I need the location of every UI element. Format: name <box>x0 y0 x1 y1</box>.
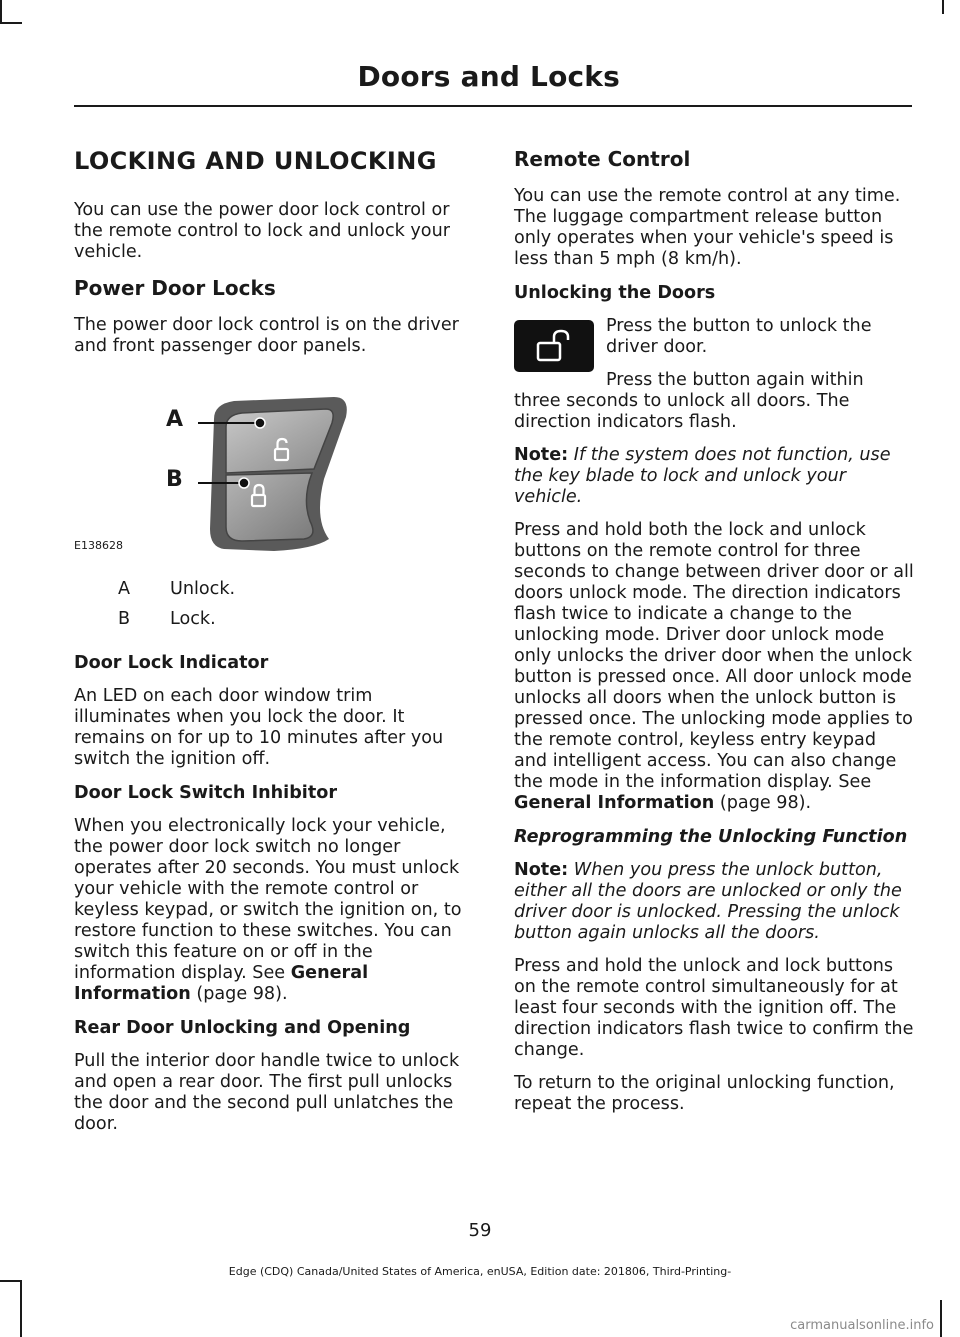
unlock-mode-text <box>514 520 914 814</box>
crop-mark <box>0 22 22 24</box>
reprogram-text-1: Press and hold the unlock and lock buttons on the remote control simultaneously for at least four seconds with the ignition off. The direction indicators flash twice to confirm the change. <box>514 956 914 1060</box>
legend-row <box>74 609 474 630</box>
page-header-title: Doors and Locks <box>357 60 620 93</box>
inhibitor-text <box>74 816 474 1005</box>
inhibitor-body: When you electronically lock your vehicle, the power door lock switch no longer operates after 20 seconds. You must unlock your vehicle with the remote control or keyless keypad, or switch the ignition on, to restore function to these switches. You can switch this feature on or off in the information display. See <box>74 816 462 983</box>
general-information-link[interactable]: General Information <box>514 793 715 813</box>
note-2 <box>514 860 914 944</box>
indicator-heading: Door Lock Indicator <box>74 653 269 673</box>
note-text: If the system does not function, use the key blade to lock and unlock your vehicle. <box>514 445 891 507</box>
footer-edition: Edge (CDQ) Canada/United States of America, enUSA, Edition date: 201806, Third-Printing- <box>228 1265 732 1278</box>
crop-mark <box>20 1280 22 1337</box>
crop-mark <box>942 0 944 14</box>
unlock-icon <box>514 320 594 372</box>
crop-mark <box>0 1280 20 1282</box>
page-reference: (page 98). <box>190 984 288 1004</box>
unlock-text-2: Press the button again within three seconds to unlock all doors. The direction indicators flash. <box>514 370 864 432</box>
reprogram-text-2: To return to the original unlocking function, repeat the process. <box>514 1073 895 1114</box>
callout-label-a: A <box>166 407 184 432</box>
legend-value: Unlock. <box>170 579 236 599</box>
figure-code: E138628 <box>74 539 123 552</box>
legend-row <box>74 579 474 600</box>
power-locks-text: The power door lock control is on the driver and front passenger door panels. <box>74 315 459 356</box>
remote-control-heading: Remote Control <box>514 147 691 171</box>
unlock-mode-body: Press and hold both the lock and unlock buttons on the remote control for three seconds to change between driver door or all doors unlock mode. The direction indicators flash twice to indicate a change to the unlocking mode. Driver door unlock mode only unlocks the driver door when the unlock button is pressed once. All door unlock mode unlocks all doors when the unlock button is pressed once. The unlocking mode applies to the remote control, keyless entry keypad and intelligent access. You can also change the mode in the information display. See <box>514 520 914 792</box>
door-lock-switch-figure <box>74 369 474 559</box>
legend-key: B <box>118 609 131 629</box>
rear-door-heading: Rear Door Unlocking and Opening <box>74 1018 411 1038</box>
callout-label-b: B <box>166 467 183 492</box>
note-label: Note: <box>514 445 569 465</box>
legend-value: Lock. <box>170 609 216 629</box>
intro-paragraph: You can use the power door lock control or the remote control to lock and unlock your vehicle. <box>74 200 450 262</box>
note-label: Note: <box>514 860 569 880</box>
inhibitor-heading: Door Lock Switch Inhibitor <box>74 783 338 803</box>
page-reference: (page 98). <box>714 793 812 813</box>
remote-control-text: You can use the remote control at any time. The luggage compartment release button only operates when your vehicle's speed is less than 5 mph (8 km/h). <box>514 186 901 269</box>
unlocking-heading: Unlocking the Doors <box>514 283 716 303</box>
right-column <box>514 140 914 1127</box>
reprogramming-heading: Reprogramming the Unlocking Function <box>514 827 908 847</box>
section-title: LOCKING AND UNLOCKING <box>74 147 437 175</box>
header-divider <box>74 105 912 107</box>
legend-key: A <box>118 579 131 599</box>
note-1 <box>514 445 914 508</box>
unlock-instruction <box>514 316 914 433</box>
note-text: When you press the unlock button, either all the doors are unlocked or only the driver door is unlocked. Pressing the unlock button again unlocks all the doors. <box>514 860 902 943</box>
rear-door-text: Pull the interior door handle twice to unlock and open a rear door. The first pull unlocks the door and the second pull unlatches the door. <box>74 1051 460 1134</box>
watermark: carmanualsonline.info <box>790 1318 934 1333</box>
crop-mark <box>0 0 2 22</box>
unlock-text-1: Press the button to unlock the driver door. <box>606 316 872 357</box>
left-column <box>74 140 474 1147</box>
indicator-text: An LED on each door window trim illuminates when you lock the door. It remains on for up to 10 minutes after you switch the ignition off. <box>74 686 444 769</box>
crop-mark <box>940 1300 942 1337</box>
power-locks-heading: Power Door Locks <box>74 276 276 300</box>
door-lock-switch-illustration <box>74 369 474 559</box>
general-information-link[interactable]: General Information <box>74 963 369 1004</box>
page-number: 59 <box>468 1220 492 1241</box>
